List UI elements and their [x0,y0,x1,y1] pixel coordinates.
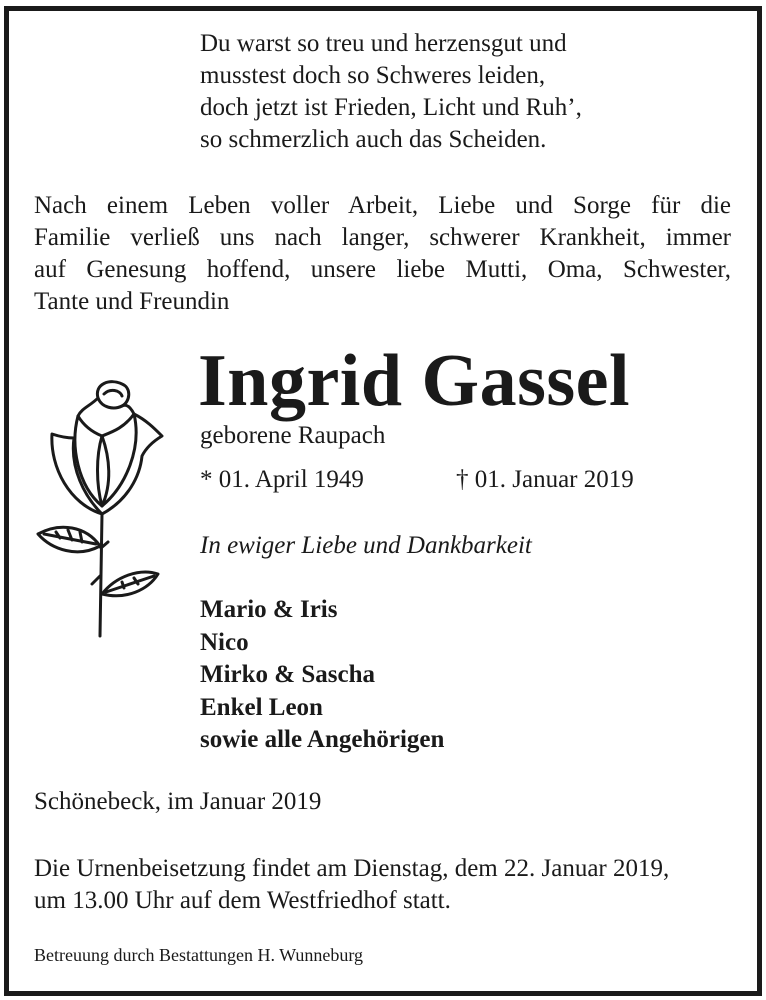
mourner: Nico [200,628,249,656]
mourner: Mario & Iris [200,596,338,623]
intro-line: Nach einem Leben voller Arbeit, Liebe und Sorge für die [34,192,731,219]
intro-line: auf Genesung hoffend, unsere liebe Mutti, Oma, Schwester, [34,256,731,283]
poem-line: Du warst so treu und herzensgut und [200,30,567,57]
maiden-name: geborene Raupach [200,422,386,449]
poem-line: musstest doch so Schweres leiden, [200,62,546,89]
birth-date: * 01. April 1949 [200,466,364,493]
mourner: Enkel Leon [200,693,323,721]
dedication: In ewiger Liebe und Dankbarkeit [200,532,532,559]
intro-line: Familie verließ uns nach langer, schwerer Krankheit, immer [34,224,731,251]
funeral-home: Betreuung durch Bestattungen H. Wunneburg [34,945,364,965]
burial-line: Die Urnenbeisetzung findet am Dienstag, dem 22. Januar 2019, [34,855,670,882]
poem [200,28,582,156]
intro-text [34,190,731,318]
deceased-name: Ingrid Gassel [198,340,631,422]
rose-icon [30,376,170,644]
mourner: sowie alle Angehörigen [200,726,445,753]
poem-line: so schmerzlich auch das Scheiden. [200,126,547,153]
poem-line: doch jetzt ist Frieden, Licht und Ruh’, [200,94,582,121]
mourner: Mirko & Sascha [200,661,375,688]
mourners-list [200,594,444,757]
place-date: Schönebeck, im Januar 2019 [34,788,322,815]
death-date: † 01. Januar 2019 [456,466,634,493]
intro-line: Tante und Freundin [34,288,230,315]
burial-line: um 13.00 Uhr auf dem Westfriedhof statt. [34,887,451,914]
burial-info [34,853,669,917]
